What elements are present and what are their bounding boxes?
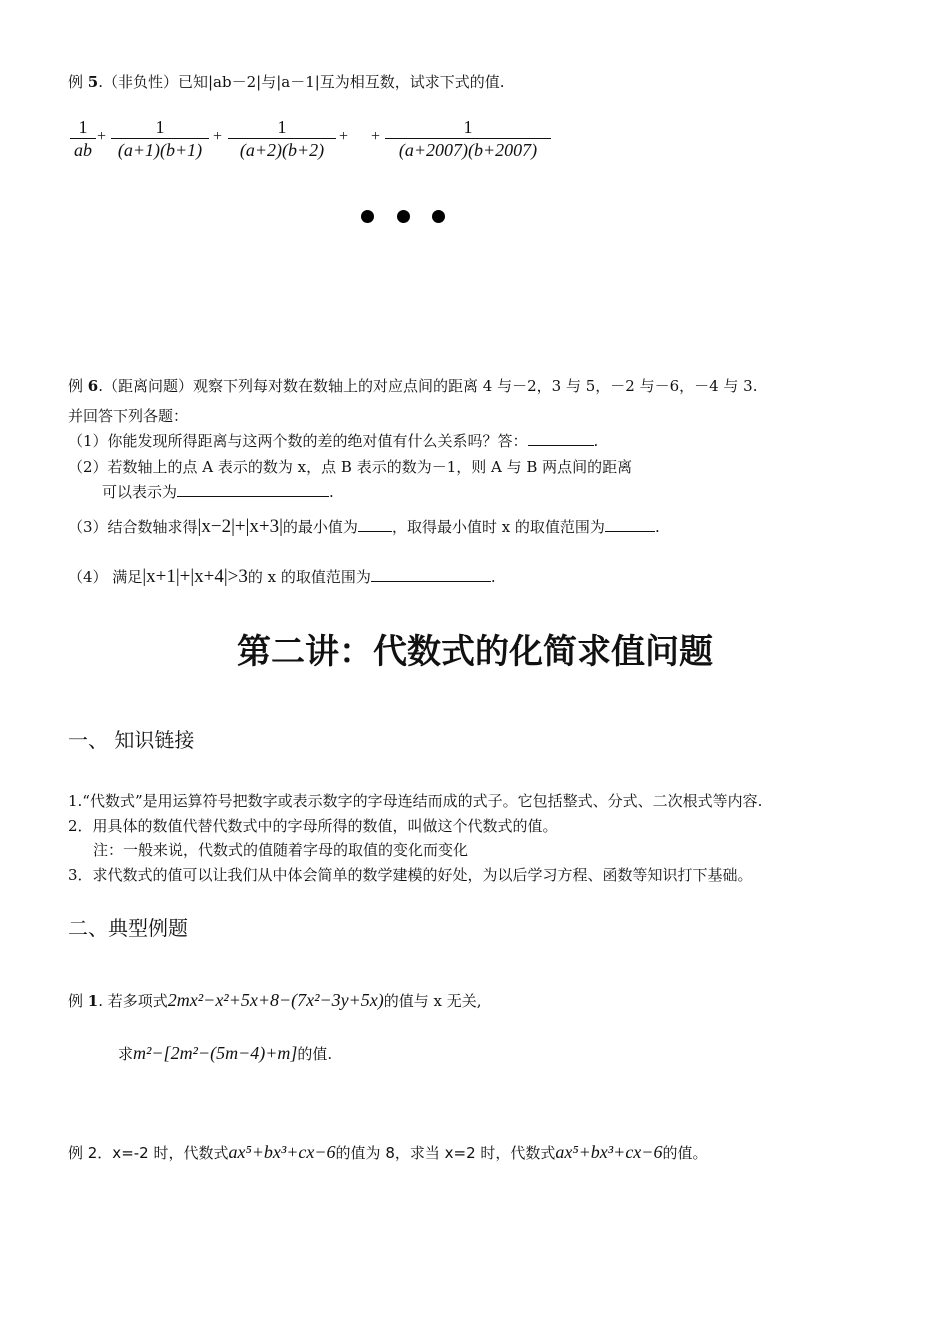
answer-blank (371, 567, 491, 582)
example-2-text-a: 例 2．x=-2 时，代数式 (68, 1144, 229, 1162)
question-2a: （2）若数轴上的点 A 表示的数为 x，点 B 表示的数为－1，则 A 与 B 两点间的距离 (68, 458, 633, 476)
example-number: 6 (87, 377, 99, 395)
section-1-heading: 一、 知识链接 (68, 728, 195, 752)
knowledge-item-2: 2．用具体的数值代替代数式中的字母所得的数值，叫做这个代数式的值。 (68, 817, 558, 835)
question-1-text: （1）你能发现所得距离与这两个数的差的绝对值有什么关系吗？答： (68, 432, 528, 450)
question-4-text-a: （4） 满足 (68, 568, 143, 586)
example-2-expression: ax⁵+bx³+cx−6 (228, 1142, 336, 1162)
question-4: （4） 满足|x+1|+|x+4|>3的 x 的取值范围为 . (68, 566, 496, 587)
question-3-text-a: （3）结合数轴求得 (68, 518, 198, 536)
denominator: (a+1)(b+1) (117, 140, 203, 160)
example-label: 例 (68, 73, 84, 91)
example-1-line (68, 990, 482, 1011)
example-1-text-a: . 若多项式 (98, 992, 168, 1010)
example-label: 例 (68, 992, 84, 1010)
fraction-2007 (385, 116, 551, 161)
question-4-text-b: 的 x 的取值范围为 (247, 568, 371, 586)
question-3-text-b: 的最小值为 (282, 518, 358, 536)
example-6-line-2: 并回答下列各题： (68, 407, 189, 425)
example-6-text: .（距离问题）观察下列每对数在数轴上的对应点间的距离 4 与－2，3 与 5，－2 与－6，－4 与 3. (98, 377, 758, 395)
example-2-text-c: 的值。 (662, 1144, 708, 1162)
example-5-text: .（非负性）已知|ab－2|与|a－1|互为相互数，试求下式的值. (98, 73, 505, 91)
question-2b: 可以表示为 . (102, 483, 334, 501)
example-number: 1 (87, 992, 99, 1010)
answer-blank (358, 517, 392, 532)
fraction-1 (111, 116, 209, 161)
question-2b-text: 可以表示为 (102, 483, 178, 501)
answer-blank (528, 431, 594, 446)
example-2-text-b: 的值为 8，求当 x=2 时，代数式 (335, 1144, 556, 1162)
section-2-heading: 二、典型例题 (68, 916, 188, 940)
plus-sign: + (339, 128, 349, 145)
lecture-title: 第二讲：代数式的化简求值问题 (237, 632, 713, 672)
plus-sign: + (213, 128, 223, 145)
example-1-line-2 (118, 1043, 332, 1064)
numerator: 1 (463, 117, 473, 137)
example-1-text-d: 的值. (297, 1045, 333, 1063)
example-2-line (68, 1142, 707, 1163)
question-1: （1）你能发现所得距离与这两个数的差的绝对值有什么关系吗？答： . (68, 432, 599, 450)
example-1-text-c: 求 (118, 1045, 134, 1063)
example-number: 5 (87, 73, 99, 91)
denominator: (a+2007)(b+2007) (398, 140, 538, 160)
denominator: (a+2)(b+2) (239, 140, 325, 160)
question-3: （3）结合数轴求得|x−2|+|x+3|的最小值为 ，取得最小值时 x 的取值范围为 . (68, 516, 660, 537)
answer-blank (177, 482, 329, 497)
question-4-expression: |x+1|+|x+4|>3 (142, 566, 248, 587)
numerator: 1 (155, 117, 165, 137)
numerator: 1 (78, 117, 88, 137)
denominator: ab (74, 140, 92, 160)
example-label: 例 (68, 377, 84, 395)
dot (397, 210, 410, 223)
knowledge-item-1: 1.“代数式”是用运算符号把数字或表示数字的字母连结而成的式子。它包括整式、分式、二次根式等内容. (68, 792, 763, 810)
answer-blank (605, 517, 655, 532)
question-3-expression: |x−2|+|x+3| (197, 516, 283, 537)
plus-sign: + (371, 128, 381, 145)
example-1-expression-2: m²−[2m²−(5m−4)+m] (133, 1043, 298, 1063)
plus-sign: + (97, 128, 107, 145)
example-1-expression: 2mx²−x²+5x+8−(7x²−3y+5x) (167, 990, 384, 1010)
dot (432, 210, 445, 223)
numerator: 1 (277, 117, 287, 137)
example-2-expression-repeat: ax⁵+bx³+cx−6 (555, 1142, 663, 1162)
dot (361, 210, 374, 223)
question-3-text-c: ，取得最小值时 x 的取值范围为 (391, 518, 605, 536)
example-6-line (68, 376, 758, 396)
fraction-2 (228, 116, 336, 161)
knowledge-note: 注：一般来说，代数式的值随着字母的取值的变化而变化 (93, 841, 469, 859)
example-5-line (68, 72, 505, 92)
example-1-text-b: 的值与 x 无关, (383, 992, 482, 1010)
knowledge-item-3: 3．求代数式的值可以让我们从中体会简单的数学建模的好处，为以后学习方程、函数等知识打下基础。 (68, 866, 753, 884)
fraction-0 (70, 116, 96, 161)
